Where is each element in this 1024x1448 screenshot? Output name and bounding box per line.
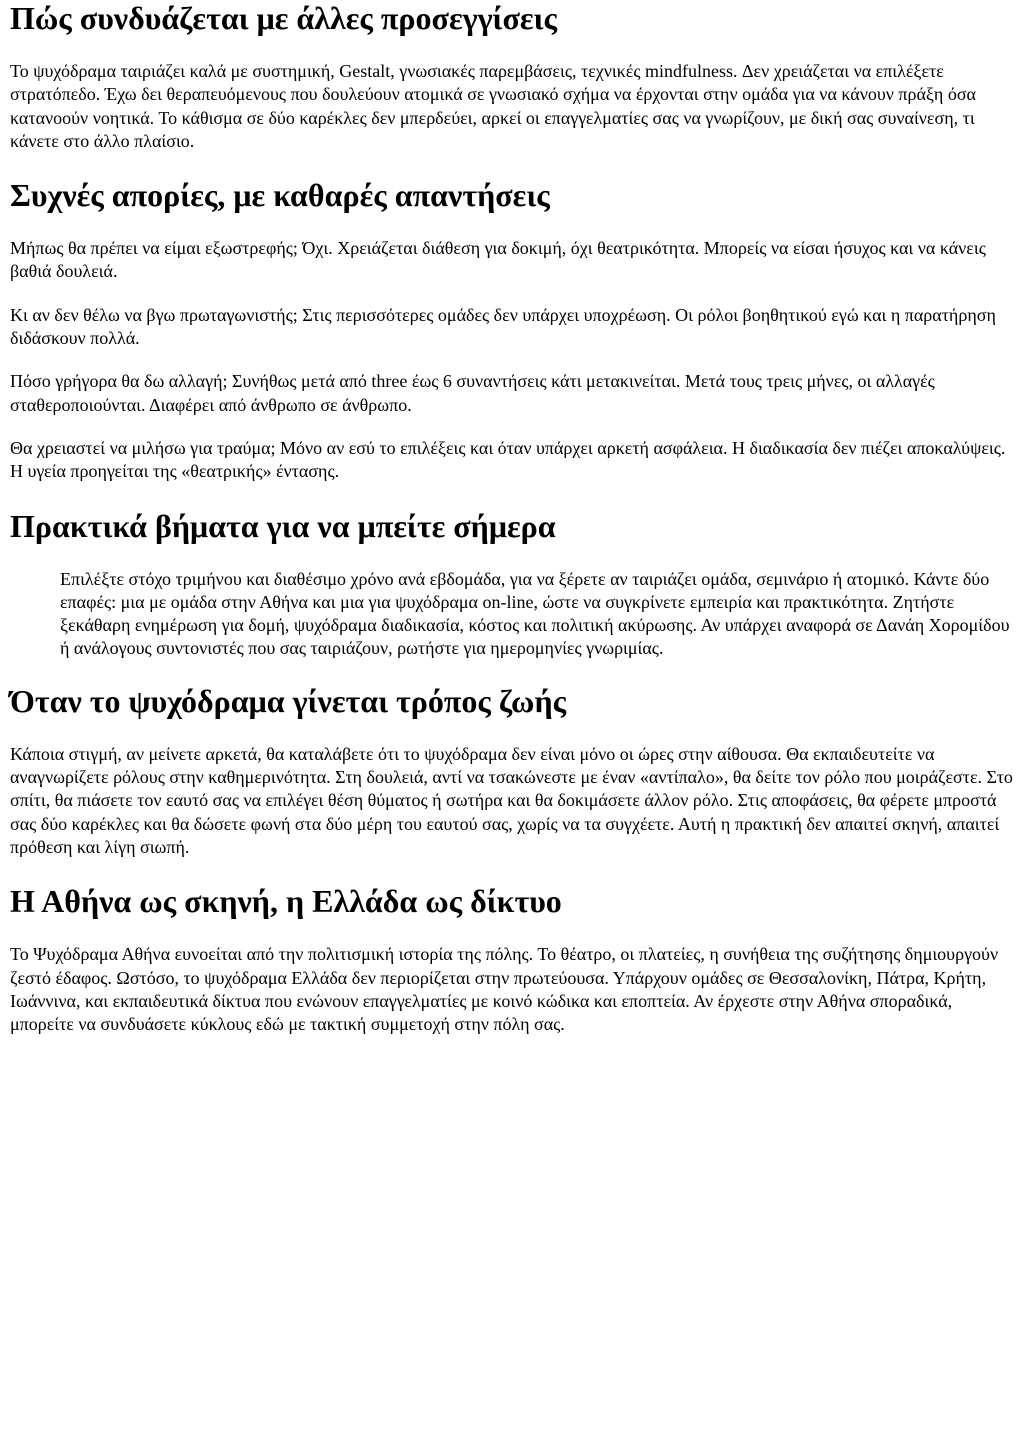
section-heading-faq: Συχνές απορίες, με καθαρές απαντήσεις bbox=[10, 177, 550, 214]
section-paragraph-lifestyle: Κάποια στιγμή, αν μείνετε αρκετά, θα καταλάβετε ότι το ψυχόδραμα δεν είναι μόνο οι ώρες στην αίθουσα. Θα εκπαιδευτείτε να αναγνωρίζετε ρόλους στην καθημερινότητα. Στη δουλειά, αντί να τσακώνεστε με έναν «αντίπαλο», θα δείτε τον ρόλο που μοιράζεστε. Στο σπίτι, θα πιάσετε τον εαυτό σας να επιλέγει θέση θύματος ή σωτήρα και θα δοκιμάσετε άλλον ρόλο. Στις αποφάσεις, θα φέρετε μπροστά σας δύο καρέκλες και θα δώσετε φωνή στα δύο μέρη του εαυτού σας, χωρίς να τα συγχέετε. Αυτή η πρακτική δεν απαιτεί σκηνή, απαιτεί πρόθεση και λίγη σιωπή. bbox=[10, 743, 1013, 857]
section-paragraph-athens: Το Ψυχόδραμα Αθήνα ευνοείται από την πολιτισμική ιστορία της πόλης. Το θέατρο, οι πλατείες, η συνήθεια της συζήτησης δημιουργούν ζεστό έδαφος. Ωστόσο, το ψυχόδραμα Ελλάδα δεν περιορίζεται στην πρωτεύουσα. Υπάρχουν ομάδες σε Θεσσαλονίκη, Πάτρα, Κρήτη, Ιωάννινα, και εκπαιδευτικά δίκτυα που ενώνουν επαγγελματίες με κοινό κώδικα και εποπτεία. Αν έρχεστε στην Αθήνα σποραδικά, μπορείτε να συνδυάσετε κύκλους εδώ με τακτική συμμετοχή στην πόλη σας. bbox=[10, 944, 999, 1035]
steps-blockquote: Επιλέξτε στόχο τριμήνου και διαθέσιμο χρόνο ανά εβδομάδα, για να ξέρετε αν ταιριάζει ομάδα, σεμινάριο ή ατομικό. Κάντε δύο επαφές: μια με ομάδα στην Αθήνα και μια για ψυχόδραμα on-line, ώστε να συγκρίνετε εμπειρία και πρακτικότητα. Ζητήστε ξεκάθαρη ενημέρωση για δομή, ψυχόδραμα διαδικασία, κόστος και πολιτική ακύρωσης. Αν υπάρχει αναφορά σε Δανάη Χορομίδου ή ανάλογους συντονιστές που σας ταιριάζουν, ρωτήστε για ημερομηνίες γνωριμίας. bbox=[60, 568, 1010, 659]
section-paragraph-approaches: Το ψυχόδραμα ταιριάζει καλά με συστημική, Gestalt, γνωσιακές παρεμβάσεις, τεχνικές mindfulness. Δεν χρειάζεται να επιλέξετε στρατόπεδο. Έχω δει θεραπευόμενους που δουλεύουν ατομικά σε γνωσιακό σχήμα να έρχονται στην ομάδα για να κάνουν πράξη όσα κατανοούν νοητικά. Το κάθισμα σε δύο καρέκλες δεν μπερδεύει, αρκεί οι επαγγελματίες σας να γνωρίζουν, με δική σας συναίνεση, τι κάνετε στο άλλο πλαίσιο. bbox=[10, 61, 976, 151]
section-heading-steps: Πρακτικά βήματα για να μπείτε σήμερα bbox=[10, 507, 556, 544]
faq-paragraph: Κι αν δεν θέλω να βγω πρωταγωνιστής; Στις περισσότερες ομάδες δεν υπάρχει υποχρέωση. Οι ρόλοι βοηθητικού εγώ και η παρατήρηση διδάσκουν πολλά. bbox=[10, 304, 996, 349]
section-heading-approaches: Πώς συνδυάζεται με άλλες προσεγγίσεις bbox=[10, 0, 557, 36]
section-heading-lifestyle: Όταν το ψυχόδραμα γίνεται τρόπος ζωής bbox=[10, 682, 567, 719]
faq-paragraph: Θα χρειαστεί να μιλήσω για τραύμα; Μόνο αν εσύ το επιλέξεις και όταν υπάρχει αρκετή ασφάλεια. Η διαδικασία δεν πιέζει αποκαλύψεις. Η υγεία προηγείται της «θεατρικής» έντασης. bbox=[10, 437, 1006, 482]
section-heading-athens: Η Αθήνα ως σκηνή, η Ελλάδα ως δίκτυο bbox=[10, 883, 562, 920]
faq-paragraph: Πόσο γρήγορα θα δω αλλαγή; Συνήθως μετά από three έως 6 συναντήσεις κάτι μετακινείται. Μετά τους τρεις μήνες, οι αλλαγές σταθεροποιούνται. Διαφέρει από άνθρωπο σε άνθρωπο. bbox=[10, 371, 935, 415]
faq-paragraph: Μήπως θα πρέπει να είμαι εξωστρεφής; Όχι. Χρειάζεται διάθεση για δοκιμή, όχι θεατρικότητα. Μπορείς να είσαι ήσυχος και να κάνεις βαθιά δουλειά. bbox=[10, 238, 986, 282]
